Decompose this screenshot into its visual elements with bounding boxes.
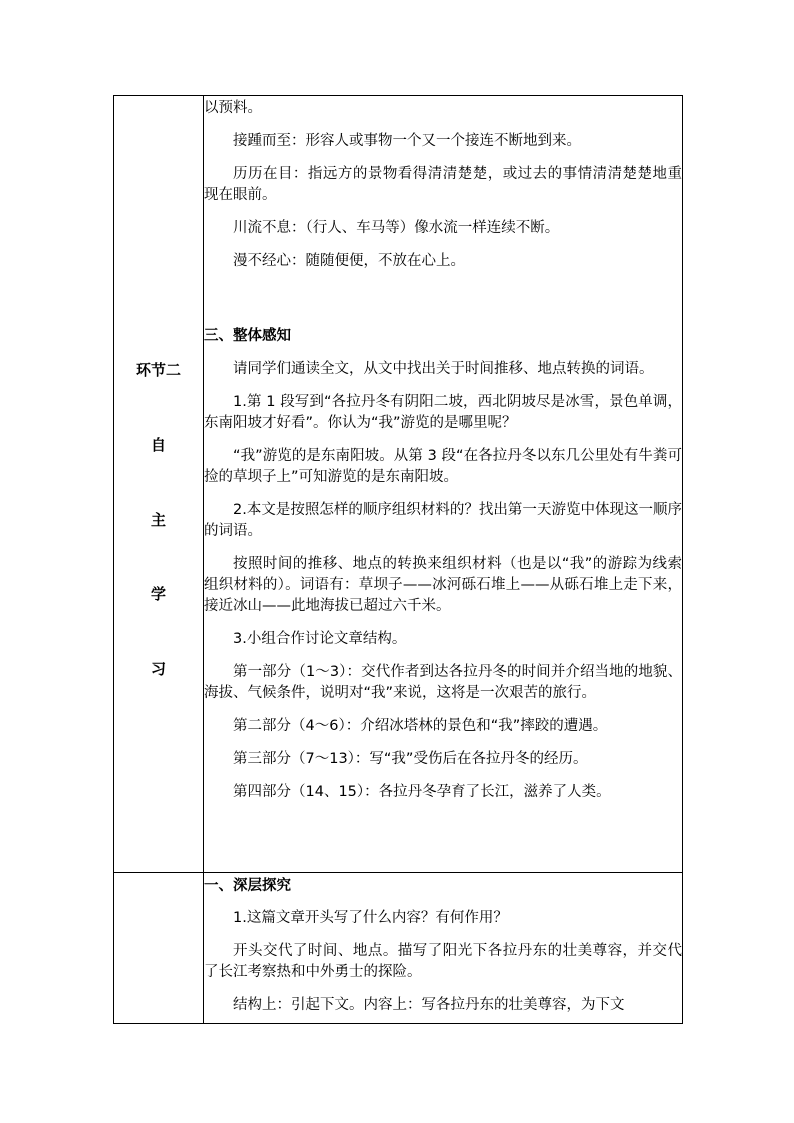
paragraph: “我”游览的是东南阳坡。从第 3 段“在各拉丹冬以东几公里处有牛粪可捡的草坝子上”可知游览的是东南阳坡。	[204, 448, 682, 485]
paragraph: 第二部分（4～6）：介绍冰塔林的景色和“我”摔跤的遭遇。	[233, 718, 608, 734]
section-heading: 一、深层探究	[204, 878, 291, 894]
table-row	[114, 873, 683, 1024]
section-label-char: 学	[150, 585, 166, 603]
section-label-cell	[114, 96, 204, 873]
paragraph: 1.这篇文章开头写了什么内容？有何作用？	[233, 910, 508, 926]
paragraph: 1.第 1 段写到“各拉丹冬有阴阳二坡，西北阴坡尽是冰雪，景色单调，东南阳坡才好看”。你认为“我”游览的是哪里呢？	[204, 394, 682, 431]
section-label-char: 习	[150, 660, 166, 678]
paragraph: 开头交代了时间、地点。描写了阳光下各拉丹东的壮美尊容，并交代了长江考察热和中外勇士的探险。	[204, 943, 682, 980]
section-labels	[114, 96, 203, 872]
paragraph: 请同学们通读全文，从文中找出关于时间推移、地点转换的词语。	[233, 361, 654, 377]
paragraph: 第一部分（1～3）：交代作者到达各拉丹冬的时间并介绍当地的地貌、海拔、气候条件，说明对“我”来说，这将是一次艰苦的旅行。	[204, 664, 682, 701]
paragraph: 第三部分（7～13）：写“我”受伤后在各拉丹冬的经历。	[233, 751, 588, 767]
section-label-char: 自	[150, 436, 166, 454]
paragraph: 按照时间的推移、地点的转换来组织材料（也是以“我”的游踪为线索组织材料的）。词语有：草坝子——冰河砾石堆上——从砾石堆上走下来，接近冰山——此地海拔已超过六千米。	[204, 556, 682, 614]
lesson-plan-table	[113, 95, 683, 1024]
paragraph: 历历在目：指远方的景物看得清清楚楚，或过去的事情清清楚楚地重现在眼前。	[204, 166, 682, 203]
section-heading: 三、整体感知	[204, 328, 291, 344]
section-label-cell	[114, 873, 204, 1024]
paragraph: 第四部分（14、15）：各拉丹冬孕育了长江，滋养了人类。	[233, 784, 611, 800]
section-label-char: 主	[150, 511, 166, 529]
paragraph: 3.小组合作讨论文章结构。	[233, 631, 407, 647]
paragraph: 接踵而至：形容人或事物一个又一个接连不断地到来。	[233, 133, 581, 149]
paragraph: 川流不息：（行人、车马等）像水流一样连续不断。	[233, 220, 560, 236]
section-label-title: 环节二	[135, 361, 181, 379]
section-content-cell	[204, 873, 683, 1024]
paragraph: 以预料。	[204, 100, 262, 116]
paragraph: 2.本文是按照怎样的顺序组织材料的？找出第一天游览中体现这一顺序的词语。	[204, 502, 682, 539]
paragraph: 结构上：引起下文。内容上：写各拉丹东的壮美尊容，为下文	[233, 997, 625, 1013]
section-content-cell	[204, 96, 683, 873]
table-row	[114, 96, 683, 873]
paragraph: 漫不经心：随随便便，不放在心上。	[233, 253, 465, 269]
